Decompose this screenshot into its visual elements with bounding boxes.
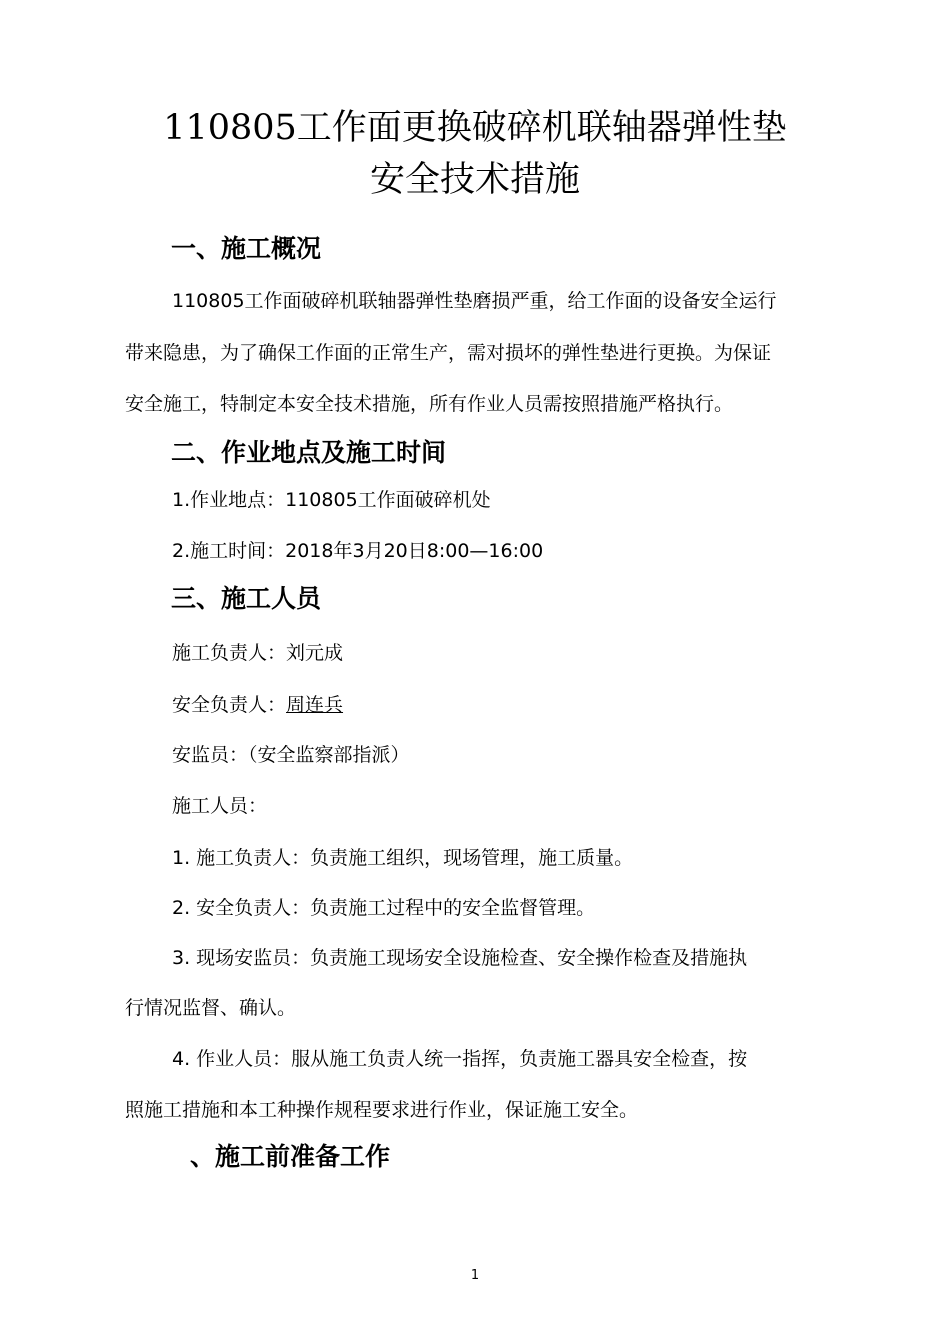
duty-site-inspector-line-1: 3. 现场安监员：负责施工现场安全设施检查、安全操作检查及措施执 [172, 947, 748, 969]
page-number: 1 [470, 1268, 480, 1283]
safety-lead-line [172, 692, 343, 718]
document-title-line-2: 安全技术措施 [369, 160, 580, 200]
duty-workers-line-2: 照施工措施和本工种操作规程要求进行作业，保证施工安全。 [125, 1099, 639, 1121]
overview-paragraph-line-2: 带来隐患，为了确保工作面的正常生产，需对损坏的弹性垫进行更换。为保证 [125, 342, 772, 364]
duty-safety-lead: 2. 安全负责人：负责施工过程中的安全监督管理。 [172, 897, 596, 919]
duty-workers-line-1: 4. 作业人员：服从施工负责人统一指挥，负责施工器具安全检查，按 [172, 1048, 748, 1070]
work-location: 1.作业地点：110805工作面破碎机处 [172, 489, 491, 511]
overview-paragraph-line-1: 110805工作面破碎机联轴器弹性垫磨损严重，给工作面的设备安全运行 [172, 290, 777, 312]
safety-lead-name: 周连兵 [286, 694, 344, 716]
duty-construction-lead: 1. 施工负责人：负责施工组织，现场管理，施工质量。 [172, 847, 634, 869]
section-heading-location-time: 二、作业地点及施工时间 [171, 438, 447, 467]
construction-lead-line [172, 640, 343, 666]
construction-lead-name: 刘元成 [286, 642, 344, 664]
document-title-line-1: 110805工作面更换破碎机联轴器弹性垫 [163, 108, 787, 148]
section-heading-overview: 一、施工概况 [171, 234, 322, 263]
section-heading-personnel: 三、施工人员 [171, 584, 322, 613]
safety-lead-label: 安全负责人： [172, 694, 287, 716]
duty-site-inspector-line-2: 行情况监督、确认。 [125, 997, 297, 1019]
work-time: 2.施工时间：2018年3月20日8:00—16:00 [172, 540, 544, 562]
overview-paragraph-line-3: 安全施工，特制定本安全技术措施，所有作业人员需按照措施严格执行。 [125, 393, 734, 415]
safety-inspector-line: 安监员：（安全监察部指派） [172, 744, 410, 766]
section-heading-preparation: 、施工前准备工作 [190, 1142, 391, 1171]
construction-lead-label: 施工负责人： [172, 642, 287, 664]
staff-label: 施工人员： [172, 795, 268, 817]
